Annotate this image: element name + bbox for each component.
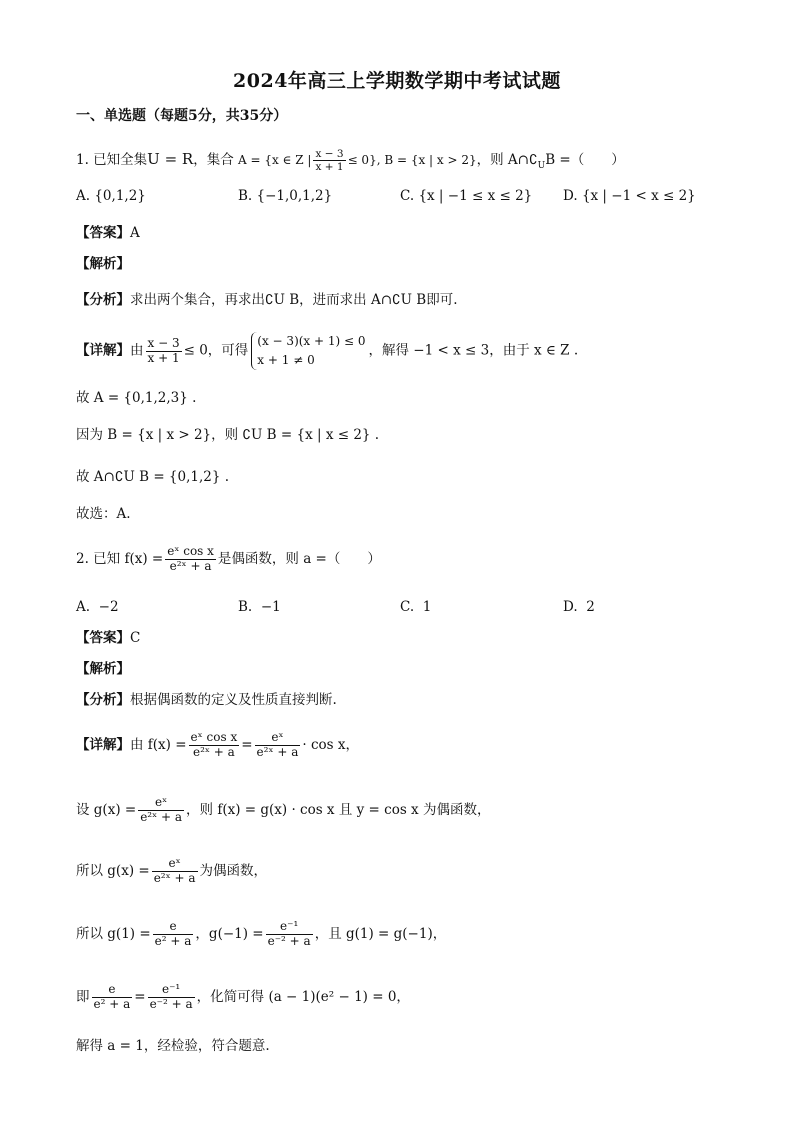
option-value: {x | −1 < x ≤ 2} [581, 188, 696, 204]
detail-tag: 【详解】 [76, 736, 130, 753]
q1-stem-end: B =（ ） [545, 152, 625, 169]
q1-stem-mid: ，集合 [193, 152, 234, 169]
q1-set-a-suffix: ≤ 0}, B = {x | x > 2} [347, 153, 477, 168]
fraction-denominator: x + 1 [147, 350, 180, 365]
option-label: A. [76, 188, 91, 204]
detail-post: 为偶函数， [199, 862, 268, 879]
q1-set-a-fraction [313, 148, 345, 173]
q2-analysis-tag [76, 663, 130, 677]
option-value: −1 [260, 599, 281, 615]
detail-pre: 设 g(x) = [76, 801, 137, 818]
fraction-numerator: eˣ cos x [190, 730, 238, 744]
q2-option-a [76, 601, 119, 615]
q1-line-2: 故 A = {0,1,2,3} . [76, 390, 197, 406]
q2-detail-3 [76, 857, 267, 886]
fraction-numerator: e⁻¹ [148, 983, 195, 998]
fraction-denominator: e² + a [93, 996, 131, 1011]
option-value: {x | −1 ≤ x ≤ 2} [418, 188, 533, 204]
fraction-numerator: e [92, 983, 133, 998]
q2-detail-6: 解得 a = 1，经检验，符合题意. [76, 1038, 270, 1054]
option-value: 1 [422, 599, 432, 615]
option-label: A. [76, 599, 91, 615]
fraction-numerator: e⁻¹ [266, 920, 313, 935]
fraction-numerator: e [153, 920, 194, 935]
detail-pre: 所以 g(1) = [76, 925, 151, 942]
q2-stem-f: f(x) = [124, 550, 164, 567]
fraction-denominator: e²ˣ + a [153, 870, 196, 885]
option-label: C. [400, 599, 415, 615]
detail-pre: 由 [130, 342, 144, 359]
detail-post: ，解得 −1 < x ≤ 3，由于 x ∈ Z . [368, 342, 579, 359]
fraction-numerator: eˣ cos x [167, 544, 214, 558]
q2-detail-4 [76, 920, 446, 949]
detail-pre: 由 f(x) = [130, 736, 187, 753]
q2-fenxi [76, 694, 337, 708]
q2-stem-pre: 2. 已知 [76, 550, 121, 567]
q2-detail-1 [76, 731, 359, 760]
detail-pre: 所以 g(x) = [76, 862, 150, 879]
fraction-numerator: eˣ [255, 731, 301, 746]
option-label: D. [563, 188, 578, 204]
q1-option-c [400, 190, 532, 204]
option-label: D. [563, 599, 578, 615]
q2-stem-fraction [165, 545, 216, 574]
option-value: {−1,0,1,2} [256, 188, 333, 204]
q1-line-3: 因为 B = {x | x > 2}，则 ∁U B = {x | x ≤ 2} . [76, 427, 380, 443]
detail-post: ，且 g(1) = g(−1)， [314, 925, 447, 942]
answer-value: A [130, 225, 140, 241]
q2-d5-fraction-2 [148, 983, 195, 1012]
q1-inequality-system [251, 332, 365, 370]
option-value: 2 [586, 599, 595, 615]
q2-d3-fraction [152, 857, 198, 886]
q1-stem [76, 148, 625, 173]
q2-stem-post: 是偶函数，则 a =（ ） [217, 550, 381, 567]
fenxi-text: 根据偶函数的定义及性质直接判断. [130, 692, 337, 708]
fraction-numerator: eˣ [152, 857, 198, 872]
q2-answer [76, 632, 140, 646]
q1-line-5: 故选：A. [76, 506, 131, 522]
q2-option-b [238, 601, 281, 615]
fraction-denominator: e²ˣ + a [192, 744, 235, 759]
answer-tag: 【答案】 [76, 225, 130, 241]
fenxi-tag: 【分析】 [76, 292, 130, 308]
q2-d4-fraction-1 [153, 920, 194, 949]
fraction-denominator: e² + a [154, 933, 192, 948]
detail-mid: ≤ 0，可得 [183, 342, 249, 359]
q1-fenxi [76, 294, 458, 308]
q1-detail [76, 332, 578, 370]
fraction-numerator: eˣ [138, 796, 184, 811]
detail-pre: 即 [76, 988, 90, 1005]
fraction-denominator: e²ˣ + a [140, 809, 183, 824]
q1-line-4: 故 A∩∁U B = {0,1,2} . [76, 469, 230, 485]
q1-detail-fraction [146, 337, 182, 366]
q2-d2-fraction [138, 796, 184, 825]
q2-detail-2 [76, 796, 490, 825]
q1-option-b [238, 190, 332, 204]
system-line-2: x + 1 ≠ 0 [257, 353, 315, 368]
equals-sign: = [134, 988, 146, 1005]
answer-value: C [130, 630, 141, 646]
fraction-denominator: e²ˣ + a [169, 558, 212, 573]
q2-option-c [400, 601, 431, 615]
q2-d5-fraction-1 [92, 983, 133, 1012]
fraction-denominator: e⁻² + a [149, 996, 193, 1011]
fraction-denominator: e²ˣ + a [256, 744, 299, 759]
fenxi-tag: 【分析】 [76, 692, 130, 708]
q1-set-a-prefix: A = {x ∈ Z | [238, 153, 312, 168]
q1-universal-set: U = R [147, 150, 194, 169]
fenxi-text: 求出两个集合，再求出∁U B，进而求出 A∩∁U B即可. [130, 292, 458, 308]
option-label: B. [238, 188, 253, 204]
q1-stem-suffix: ，则 A∩∁ [476, 152, 538, 169]
q1-stem-sub: U [537, 160, 546, 171]
detail-post: · cos x， [302, 736, 359, 753]
equals-sign: = [241, 736, 253, 753]
analysis-tag: 【解析】 [76, 661, 130, 677]
q2-d4-fraction-2 [266, 920, 313, 949]
q1-option-a [76, 190, 146, 204]
detail-tag: 【详解】 [76, 342, 130, 359]
q1-stem-prefix: 1. 已知全集 [76, 152, 148, 169]
q1-set-a-numerator: x − 3 [315, 148, 344, 160]
q2-stem [76, 545, 381, 574]
answer-tag: 【答案】 [76, 630, 130, 646]
detail-post: ，化简可得 (a − 1)(e² − 1) = 0， [196, 988, 410, 1005]
option-value: {0,1,2} [94, 188, 146, 204]
detail-post: ，则 f(x) = g(x) · cos x 且 y = cos x 为偶函数， [186, 801, 491, 818]
option-value: −2 [98, 599, 119, 615]
q1-analysis-tag [76, 258, 130, 272]
q2-detail-5 [76, 983, 410, 1012]
q2-option-d [563, 601, 595, 615]
option-label: B. [238, 599, 253, 615]
q2-d1-fraction-2 [255, 731, 301, 760]
analysis-tag: 【解析】 [76, 256, 130, 272]
q1-answer [76, 227, 140, 241]
q2-d1-fraction-1 [189, 731, 240, 760]
fraction-denominator: e⁻² + a [267, 933, 311, 948]
q1-option-d [563, 190, 696, 204]
page-title: 2024年高三上学期数学期中考试试题 [233, 70, 561, 92]
option-label: C. [400, 188, 415, 204]
system-line-1: (x − 3)(x + 1) ≤ 0 [257, 334, 366, 348]
q1-set-a-denominator: x + 1 [315, 161, 344, 174]
section-heading: 一、单选题（每题5分，共35分） [76, 108, 288, 124]
fraction-numerator: x − 3 [147, 335, 180, 350]
detail-mid: ，g(−1) = [195, 925, 264, 942]
